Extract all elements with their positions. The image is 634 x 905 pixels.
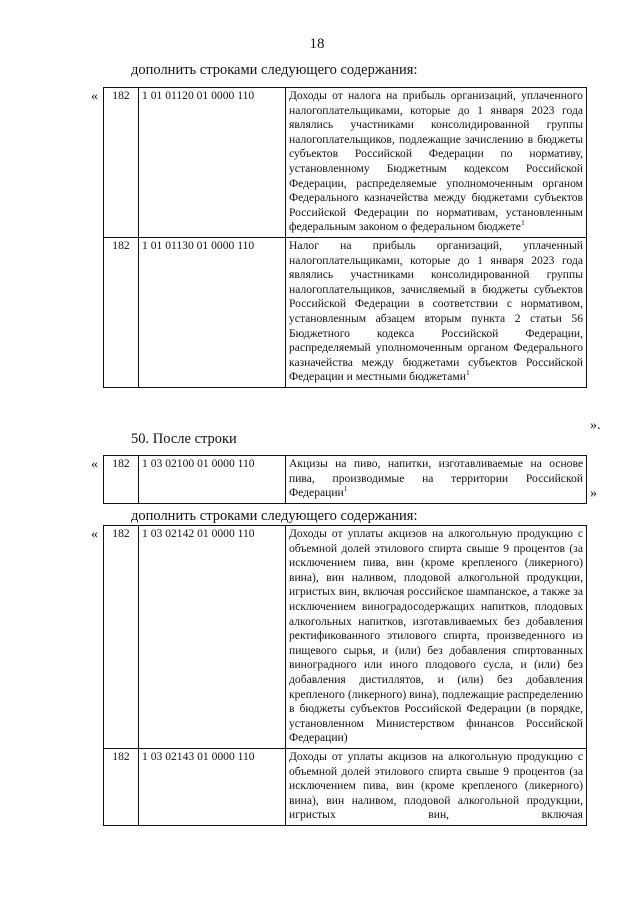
description-line: алкогольных напитков, изготавливаемых без — [289, 614, 520, 628]
description-line: алкогольной продукции, игристых вин, включая — [289, 793, 584, 822]
revenue-description-cell — [286, 748, 587, 825]
revenue-description-cell — [286, 88, 587, 238]
budget-classification-code-cell: 1 03 02100 01 0000 110 — [139, 456, 286, 504]
description-line: подлежащие распределению в бюджеты субъектов — [289, 687, 584, 716]
description-line: крепленого (ликерного) вина), вин наливом, плодовой — [289, 556, 584, 584]
item-50-heading: 50. После строки — [131, 431, 237, 447]
footnote-marker: 1 — [520, 218, 525, 228]
quote-close-1: ». — [590, 418, 601, 433]
quote-open-1: « — [91, 89, 98, 104]
description-line: подлежащие зачислению в бюджеты субъектов — [289, 132, 583, 161]
description-line: алкогольной продукции, игристых вин, включая — [289, 570, 584, 599]
revenue-codes-table-1 — [103, 87, 587, 388]
description-line: Министерством финансов Российской Федерации) — [289, 716, 583, 745]
footnote-marker: 1 — [465, 368, 470, 378]
description-line: свыше 9 процентов (за исключением пива, вин (кроме — [289, 541, 584, 570]
table-row — [104, 456, 587, 504]
intro-paragraph-1: дополнить строками следующего содержания: — [131, 62, 418, 78]
description-line: Российской Федерации (в порядке, установленном — [289, 702, 583, 730]
description-line: крепленого (ликерного) вина), вин наливом, плодовой — [289, 779, 584, 807]
description-line: уплаченного налогоплательщиками, которые до 1 — [289, 89, 583, 117]
description-line: налогоплательщиков, зачисляемый в бюджеты — [289, 282, 528, 296]
footnote-marker: 1 — [343, 484, 348, 494]
description-line: свыше 9 процентов (за исключением пива, вин (кроме — [289, 764, 584, 793]
intro-paragraph-2: дополнить строками следующего содержания: — [131, 508, 418, 524]
description-line: являлись участниками консолидированной группы — [289, 268, 583, 282]
description-line: продукцию с объемной долей этилового спирта — [289, 749, 583, 778]
revenue-codes-table-3 — [103, 525, 587, 826]
admin-code-cell: 182 — [104, 88, 139, 238]
description-line: продукцию с объемной долей этилового спирта — [289, 527, 583, 555]
budget-classification-code-cell: 1 03 02143 01 0000 110 — [139, 748, 286, 825]
table-row — [104, 237, 587, 387]
description-line: органом Федерального казначейства между — [289, 176, 583, 205]
budget-classification-code-cell: 1 03 02142 01 0000 110 — [139, 526, 286, 749]
description-line: пива, производимые на территории Российской — [289, 471, 583, 485]
description-line: бюджетами субъектов Российской Федерации и — [289, 355, 583, 384]
description-line: Российской Федерации по нормативу, — [354, 147, 583, 161]
admin-code-cell: 182 — [104, 456, 139, 504]
table-row — [104, 526, 587, 749]
description-line: консолидированной группы налогоплательщиков, — [289, 118, 583, 146]
description-line: органом Федерального казначейства между — [289, 341, 583, 369]
description-line: федеральном бюджете — [410, 220, 521, 234]
description-line: Федерации — [289, 486, 344, 500]
description-line: Федерации, распределяемый уполномоченным — [289, 326, 583, 355]
description-line: плодового сусла, и (или) без добавления дистиллятов, — [289, 658, 583, 686]
admin-code-cell: 182 — [104, 748, 139, 825]
description-line: Федерации, распределяемые уполномоченным — [289, 176, 533, 190]
quote-open-3: « — [91, 527, 98, 542]
description-line: добавления ректификованного этилового спирта, — [289, 614, 583, 643]
quote-close-2: » — [590, 486, 597, 501]
description-line: добавления спиртованных виноградного или иного — [289, 643, 583, 672]
admin-code-cell: 182 — [104, 237, 139, 387]
description-line: Доходы от уплаты акцизов на алкогольную — [289, 527, 513, 540]
description-line: бюджетами субъектов Российской Федерации по — [289, 191, 583, 219]
description-line: нормативом, установленным абзацем вторым пункта — [289, 297, 583, 325]
budget-classification-code-cell: 1 01 01120 01 0000 110 — [139, 88, 286, 238]
quote-open-2: « — [91, 457, 98, 472]
description-line: налогоплательщиками, которые до 1 января 2023 года — [289, 253, 583, 267]
description-line: российское шампанское, а также за исключением — [289, 585, 583, 613]
table-row — [104, 88, 587, 238]
description-line: Акцизы на пиво, напитки, изготавливаемые на основе — [289, 457, 583, 470]
description-line: Доходы от уплаты акцизов на алкогольную — [289, 749, 513, 763]
description-line: установленному Бюджетным кодексом Российской — [289, 161, 583, 175]
admin-code-cell: 182 — [104, 526, 139, 749]
description-line: виноградосодержащих напитков, плодовых — [361, 599, 583, 613]
description-line: Доходы от налога на прибыль организаций, — [289, 89, 516, 102]
description-line: января 2023 года являлись участниками — [289, 103, 583, 132]
description-line: произведенного из пищевого сырья, и (или) без — [289, 629, 583, 657]
description-line: нормативам, установленным федеральным законом о — [289, 205, 583, 234]
description-line: субъектов Российской Федерации в соответствии с — [289, 282, 583, 311]
revenue-description-cell — [286, 237, 587, 387]
revenue-description-cell — [286, 456, 587, 504]
revenue-codes-table-2 — [103, 455, 587, 504]
description-line: и (или) без добавления крепленого (ликерного) вина), — [289, 672, 583, 701]
description-line: 2 статьи 56 Бюджетного кодекса Российской — [289, 311, 583, 340]
table-row — [104, 748, 587, 825]
page-number: 18 — [309, 36, 325, 52]
description-line: местными бюджетами — [355, 370, 466, 384]
description-line: Налог на прибыль организаций, уплаченный — [289, 238, 583, 252]
revenue-description-cell — [286, 526, 587, 749]
budget-classification-code-cell: 1 01 01130 01 0000 110 — [139, 237, 286, 387]
